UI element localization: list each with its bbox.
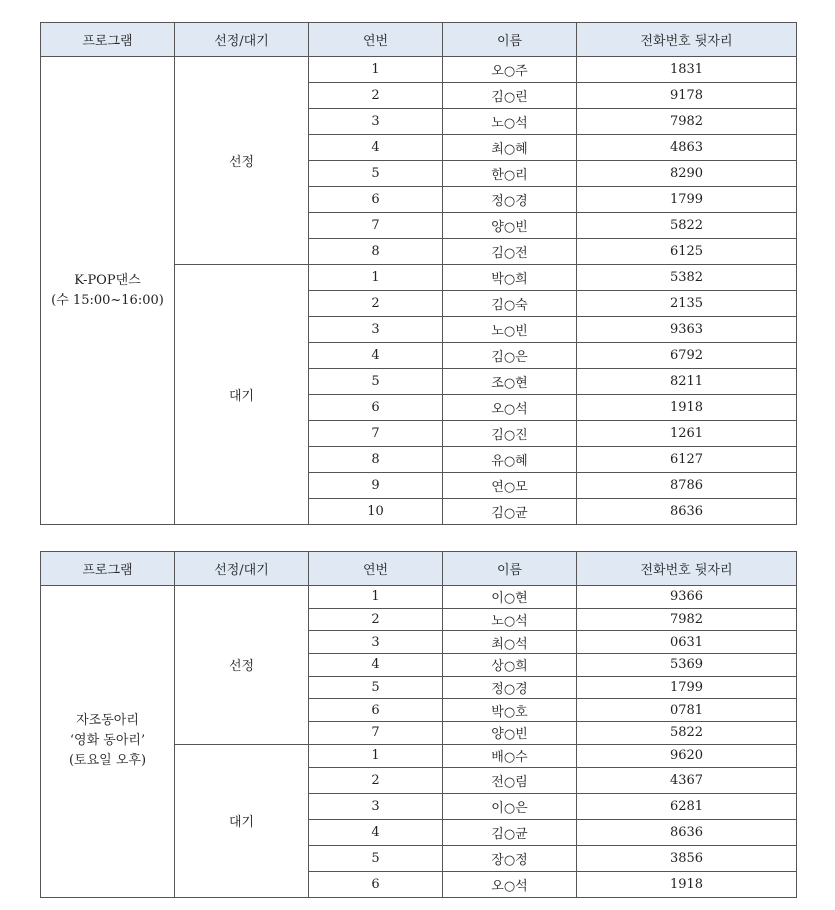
name-cell: 연○모 xyxy=(443,473,577,499)
phone-cell: 0631 xyxy=(577,631,797,654)
name-cell: 장○정 xyxy=(443,845,577,871)
number-cell: 6 xyxy=(309,187,443,213)
name-cell: 노○빈 xyxy=(443,317,577,343)
movie-club-table xyxy=(40,551,797,898)
number-cell: 8 xyxy=(309,239,443,265)
phone-cell: 9620 xyxy=(577,744,797,767)
name-cell: 한○리 xyxy=(443,161,577,187)
number-cell: 3 xyxy=(309,631,443,654)
name-cell: 이○은 xyxy=(443,793,577,819)
phone-cell: 9178 xyxy=(577,83,797,109)
name-cell: 양○빈 xyxy=(443,722,577,745)
name-cell: 김○전 xyxy=(443,239,577,265)
number-cell: 5 xyxy=(309,369,443,395)
phone-cell: 1799 xyxy=(577,676,797,699)
program-line: (토요일 오후) xyxy=(68,753,147,769)
header-program: 프로그램 xyxy=(41,552,175,586)
phone-cell: 8636 xyxy=(577,499,797,525)
name-cell: 정○경 xyxy=(443,187,577,213)
number-cell: 6 xyxy=(309,395,443,421)
header-phone: 전화번호 뒷자리 xyxy=(577,23,797,57)
phone-cell: 5382 xyxy=(577,265,797,291)
number-cell: 1 xyxy=(309,265,443,291)
phone-cell: 0781 xyxy=(577,699,797,722)
number-cell: 4 xyxy=(309,654,443,677)
phone-cell: 1799 xyxy=(577,187,797,213)
number-cell: 2 xyxy=(309,767,443,793)
name-cell: 김○균 xyxy=(443,499,577,525)
name-cell: 오○석 xyxy=(443,395,577,421)
phone-cell: 9363 xyxy=(577,317,797,343)
number-cell: 2 xyxy=(309,291,443,317)
name-cell: 노○석 xyxy=(443,109,577,135)
name-cell: 조○현 xyxy=(443,369,577,395)
phone-cell: 3856 xyxy=(577,845,797,871)
number-cell: 6 xyxy=(309,699,443,722)
number-cell: 4 xyxy=(309,135,443,161)
status-cell: 대기 xyxy=(175,744,309,897)
name-cell: 전○림 xyxy=(443,767,577,793)
header-status: 선정/대기 xyxy=(175,23,309,57)
name-cell: 김○은 xyxy=(443,343,577,369)
phone-cell: 6125 xyxy=(577,239,797,265)
status-cell: 선정 xyxy=(175,586,309,745)
header-program: 프로그램 xyxy=(41,23,175,57)
name-cell: 김○진 xyxy=(443,421,577,447)
status-cell: 대기 xyxy=(175,265,309,525)
name-cell: 오○석 xyxy=(443,871,577,897)
name-cell: 오○주 xyxy=(443,57,577,83)
phone-cell: 1261 xyxy=(577,421,797,447)
phone-cell: 5822 xyxy=(577,213,797,239)
number-cell: 2 xyxy=(309,83,443,109)
number-cell: 2 xyxy=(309,608,443,631)
phone-cell: 8211 xyxy=(577,369,797,395)
number-cell: 4 xyxy=(309,819,443,845)
number-cell: 3 xyxy=(309,317,443,343)
table-body xyxy=(41,57,797,525)
name-cell: 김○숙 xyxy=(443,291,577,317)
table-row xyxy=(41,57,797,83)
phone-cell: 9366 xyxy=(577,586,797,609)
name-cell: 최○혜 xyxy=(443,135,577,161)
phone-cell: 1918 xyxy=(577,395,797,421)
number-cell: 7 xyxy=(309,213,443,239)
number-cell: 1 xyxy=(309,57,443,83)
number-cell: 5 xyxy=(309,676,443,699)
number-cell: 1 xyxy=(309,744,443,767)
number-cell: 5 xyxy=(309,161,443,187)
name-cell: 박○희 xyxy=(443,265,577,291)
name-cell: 이○현 xyxy=(443,586,577,609)
number-cell: 9 xyxy=(309,473,443,499)
name-cell: 박○호 xyxy=(443,699,577,722)
status-cell: 선정 xyxy=(175,57,309,265)
name-cell: 최○석 xyxy=(443,631,577,654)
name-cell: 김○린 xyxy=(443,83,577,109)
number-cell: 1 xyxy=(309,586,443,609)
header-name: 이름 xyxy=(443,23,577,57)
table-row xyxy=(41,586,797,609)
name-cell: 김○균 xyxy=(443,819,577,845)
name-cell: 상○희 xyxy=(443,654,577,677)
table-body xyxy=(41,586,797,898)
phone-cell: 7982 xyxy=(577,109,797,135)
phone-cell: 4863 xyxy=(577,135,797,161)
header-row xyxy=(41,23,797,57)
number-cell: 5 xyxy=(309,845,443,871)
number-cell: 10 xyxy=(309,499,443,525)
number-cell: 3 xyxy=(309,109,443,135)
kpop-dance-table xyxy=(40,22,797,525)
phone-cell: 5822 xyxy=(577,722,797,745)
phone-cell: 7982 xyxy=(577,608,797,631)
program-cell xyxy=(41,57,175,525)
number-cell: 7 xyxy=(309,421,443,447)
phone-cell: 8290 xyxy=(577,161,797,187)
phone-cell: 6281 xyxy=(577,793,797,819)
header-row xyxy=(41,552,797,586)
phone-cell: 4367 xyxy=(577,767,797,793)
name-cell: 정○경 xyxy=(443,676,577,699)
number-cell: 8 xyxy=(309,447,443,473)
program-cell xyxy=(41,586,175,898)
number-cell: 4 xyxy=(309,343,443,369)
program-line: K-POP댄스 xyxy=(74,272,141,288)
header-phone: 전화번호 뒷자리 xyxy=(577,552,797,586)
header-status: 선정/대기 xyxy=(175,552,309,586)
program-line: ‘영화 동아리’ xyxy=(69,733,146,749)
name-cell: 노○석 xyxy=(443,608,577,631)
phone-cell: 6792 xyxy=(577,343,797,369)
number-cell: 3 xyxy=(309,793,443,819)
phone-cell: 8636 xyxy=(577,819,797,845)
number-cell: 6 xyxy=(309,871,443,897)
name-cell: 배○수 xyxy=(443,744,577,767)
phone-cell: 8786 xyxy=(577,473,797,499)
header-number: 연번 xyxy=(309,552,443,586)
program-line: (수 15:00~16:00) xyxy=(51,292,164,308)
name-cell: 양○빈 xyxy=(443,213,577,239)
header-number: 연번 xyxy=(309,23,443,57)
phone-cell: 2135 xyxy=(577,291,797,317)
phone-cell: 1831 xyxy=(577,57,797,83)
phone-cell: 1918 xyxy=(577,871,797,897)
number-cell: 7 xyxy=(309,722,443,745)
header-name: 이름 xyxy=(443,552,577,586)
name-cell: 유○혜 xyxy=(443,447,577,473)
phone-cell: 6127 xyxy=(577,447,797,473)
program-line: 자조동아리 xyxy=(76,713,139,729)
phone-cell: 5369 xyxy=(577,654,797,677)
